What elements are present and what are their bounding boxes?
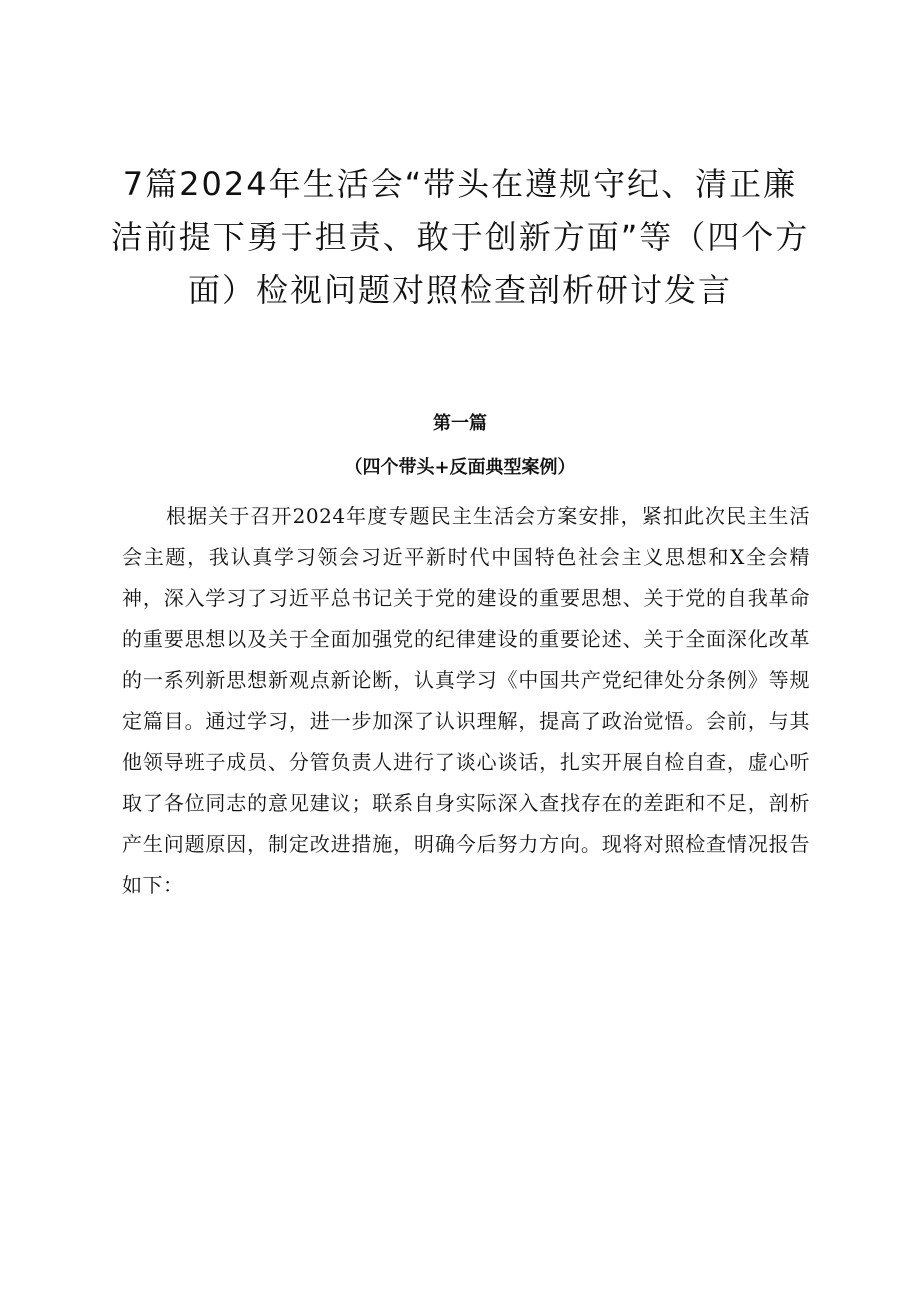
intro-paragraph: 根据关于召开2024年度专题民主生活会方案安排，紧扣此次民主生活会主题，我认真学习领会习近平新时代中国特色社会主义思想和X全会精神，深入学习了习近平总书记关于党的建设的重要思想、关于党的自我革命的重要思想以及关于全面加强党的纪律建设的重要论述、关于全面深化改革的一系列新思想新观点新论断，认真学习《中国共产党纪律处分条例》等规定篇目。通过学习，进一步加深了认识理解，提高了政治觉悟。会前，与其他领导班子成员、分管负责人进行了谈心谈话，扎实开展自检自查，虚心听取了各位同志的意见建议；联系自身实际深入查找存在的差距和不足，剖析产生问题原因，制定改进措施，明确今后努力方向。现将对照检查情况报告如下：	[122, 504, 810, 897]
document-title: 7篇2024年生活会“带头在遵规守纪、清正廉洁前提下勇于担责、敢于创新方面”等（四个方面）检视问题对照检查剖析研讨发言	[110, 165, 810, 309]
section-title: 第一篇	[433, 413, 487, 434]
section-subtitle: （四个带头+反面典型案例）	[344, 457, 576, 478]
